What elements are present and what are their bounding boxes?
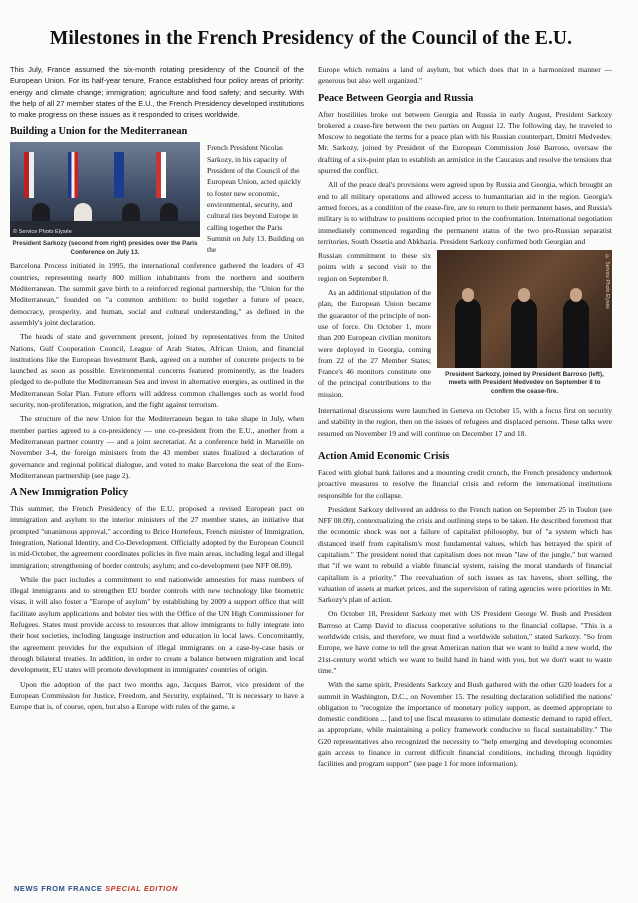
photo-caption: President Sarkozy, joined by President Barroso (left), meets with President Medvedev on September 8 to confirm the cease-fire. <box>445 371 604 395</box>
side-paragraph: French President Nicolas Sarkozy, in his capacity of President of the Council of the European Union, acted quickly to foster new economic, environmental, security, and cultural ties beyond Europe in calling together the Paris Summit on July 13. Building on the <box>207 143 304 255</box>
paragraph: Faced with global bank failures and a mounting credit crunch, the French presidency undertook proactive measures to resolve the financial crisis and reform the international institutions responsible for the collapse. <box>318 467 612 500</box>
flag-icon <box>24 152 34 198</box>
paragraph: International discussions were launched in Geneva on October 15, with a focus first on security and stability in the region, then on the issues of refugees and displaced persons. These talks were resumed on November 19 and will continue on December 17 and 18. <box>318 406 612 438</box>
intro-paragraph: This July, France assumed the six-month rotating presidency of the Council of the European Union. For its half-year tenure, France established four policy areas of priority: energy and climate change; immigration; agriculture and food safety; and security. With the help of all 27 member states of the E.U., the French Presidency developed institutions to make progress on these issues as it responded to crises worldwide. <box>10 65 304 120</box>
paragraph: All of the peace deal's provisions were agreed upon by Russia and Georgia, which brought an end to all military operations and allowed access to humanitarian aid in the region. Georgia's armed forces, as a condition of the cease-fire, are to return to their permanent bases, and Russia's military is to withdraw to positions occupied prior to the confrontation. International negotiation immediately commenced regarding the permanent status of the two pro-Russian separatist territories, South Ossetia and Abkhazia. President Sarkozy confirmed both Georgian and <box>318 180 612 246</box>
figure-row-1 <box>10 142 304 258</box>
publication-name: NEWS FROM FRANCE <box>14 884 103 893</box>
paragraph: While the pact includes a commitment to end nationwide amnesties for mass numbers of illegal immigrants and to strengthen EU border controls with new technology like biometric visas, it will also foster a "Europe of asylum" by establishing by 2009 a support office that will facilitate asylum applications and bolster ties with the Office of the UN High Commissioner for Refugees. States must provide access to resources that allow immigrants to fully integrate into their host societies, including language instruction and education in local laws. Concomitantly, the agreement provides for the expulsion of illegal immigrants on a case-by-case basis or through bilateral treaties. In addition, in order to create a balance between migration and local development, EU states will promote development in immigrants' countries of origin. <box>10 574 304 675</box>
left-column <box>10 64 304 773</box>
flag-icon <box>114 152 124 198</box>
edition-label: SPECIAL EDITION <box>105 884 179 893</box>
flag-icon <box>68 152 78 198</box>
person-head <box>462 288 474 302</box>
figure-side-text <box>318 250 431 403</box>
paragraph: Upon the adoption of the pact two months ago, Jacques Barrot, vice president of the European Commission for Justice, Freedom, and Security, explained, "It is necessary to have a Europe that is, of course, open, but also a Europe with rules of the game, a <box>10 679 304 712</box>
paragraph: The heads of state and government present, joined by representatives from the United Nations, Gulf Cooperation Council, League of Arab States, African Union, and financial institutions like the European Investment Bank, agreed on a number of concrete projects to be launched as soon as possible. Environmental concerns featured prominently, as the leaders pledged to de-pollute the Mediterranean Sea and invest in alternative energies, as outlined in the Mediterranean Solar Plan. Future efforts will address common challenges such as world food security, non-proliferation, migration, and the fight against terrorism. <box>10 332 304 410</box>
section-heading-mediterranean: Building a Union for the Mediterranean <box>10 126 188 138</box>
paragraph: The structure of the new Union for the Mediterranean began to take shape in July, when member parties agreed to a co-presidency — one co-president from the E.U., another from a Mediterranean partner country — and a joint secretariat. At a conference held in Marseille on November 3-4, the foreign ministers from the 43 member states finalized a declaration of governance and regional political dialogue, and voted to make Barcelona the seat of the Euro-Mediterranean partnership (see page 2). <box>10 414 304 480</box>
figure-1 <box>10 142 200 258</box>
person-silhouette <box>511 298 537 368</box>
paragraph: On October 18, President Sarkozy met with US President George W. Bush and President Barroso at Camp David to discuss cooperative solutions to the financial collapse. "This is a worldwide crisis, and therefore, we must find a worldwide solution," stated Sarkozy. "So from Europe, we have come to tell the great American nation that we want to build a new world, the 21st-century world which we want to build hand in hand with you, but we don't want to waste time." <box>318 609 612 675</box>
person-head <box>570 288 582 302</box>
summit-photo <box>10 142 200 237</box>
section-heading-economic: Action Amid Economic Crisis <box>318 450 450 462</box>
meeting-photo <box>437 250 612 368</box>
photo-credit: © Service Photo Elysée <box>604 254 610 310</box>
footer <box>14 884 178 893</box>
paragraph: As an additional stipulation of the plan, the European Union became the guarantor of the principle of non-use of force. On October 1, more than 200 European civilian monitors were deployed in Georgia, coming from 22 of the 27 Member States; France's 46 monitors constitute one of the principal contributions to the mission. <box>318 288 431 399</box>
figure-2 <box>437 250 612 403</box>
paragraph: With the same spirit, Presidents Sarkozy and Bush gathered with the other G20 leaders for a summit in Washington, D.C., on November 15. The resulting declaration solidified the nations' obligation to "recognize the importance of monetary policy support, as deemed appropriate to domestic conditions ... [and to] use fiscal measures to stimulate domestic demand to rapid effect, as appropriate, while maintaining a policy framework conducive to fiscal sustainability." The G20 representatives also recognized the necessity to "help emerging and developing economies gain access to finance in current difficult financial conditions, including through liquidity facilities and program support" (see page 1 for more information). <box>318 680 612 769</box>
columns <box>10 64 612 773</box>
flag-icon <box>156 152 166 198</box>
figure-row-2 <box>318 250 612 403</box>
paragraph: After hostilities broke out between Georgia and Russia in early August, President Sarkozy brokered a cease-fire between the two parties on August 12. The following day, he traveled to Moscow to negotiate the terms for a peace plan with his Russian counterpart, Dmitri Medvedev. Mr. Sarkozy, joined by President of the European Commission José Barroso, oversaw the drafting of a six-point plan to establish an armistice in the Caucasus and resolve the tensions that spurred the conflict. <box>318 109 612 176</box>
person-silhouette <box>563 298 589 368</box>
page-title: Milestones in the French Presidency of the Council of the E.U. <box>49 28 573 49</box>
person-silhouette <box>455 298 481 368</box>
section-heading-georgia: Peace Between Georgia and Russia <box>318 92 474 104</box>
section-heading-immigration: A New Immigration Policy <box>10 487 129 499</box>
paragraph: This summer, the French Presidency of the E.U. proposed a revised European pact on immigration and asylum to the interior ministers of the 27 member states, an initiative that prompted "unanimous approval," according to Brice Hortefeux, French minister of Immigration, Integration, National Identity, and Co-Development. Officially adopted by the European Council in mid-October, the agreement coordinates policies in five main areas, including legal and illegal immigration; strengthening of border controls; asylum; and co-development (see NFF 08.09). <box>10 504 304 570</box>
figure-side-text <box>207 142 304 258</box>
paragraph: Barcelona Process initiated in 1995, the international conference gathered the leaders of 43 countries, representing nearly 800 million inhabitants from the northern and southern Mediterranean. The summit gave birth to a reinforced regional partnership, the "Union for the Mediterranean," founded on "a common ambition: to build together a future of peace, democracy, prosperity, and human, social and cultural understanding," as defined in the assembly's joint declaration. <box>10 261 304 327</box>
photo-caption: President Sarkozy (second from right) presides over the Paris Conference on July 13. <box>12 240 198 256</box>
paragraph: Europe which remains a land of asylum, but which does that in a harmonized manner — generous but also well organized." <box>318 65 612 86</box>
person-head <box>518 288 530 302</box>
paragraph: Russian commitment to these six points with a second visit to the region on September 8. <box>318 251 431 283</box>
right-column <box>318 64 612 773</box>
paragraph: President Sarkozy delivered an address to the French nation on September 25 in Toulon (see NFF 08.09), contextualizing the crisis and outlining steps to be taken. He described foremost that the economic shock was not a failure of capitalist philosophy, but of "a system which has distanced itself from capitalism's most fundamental values, which has betrayed the spirit of capitalism." The president noted that capitalism does not mean "law of the jungle," but warned that "if we want to rebuild a viable financial system, raising the moral standards of financial capitalism is a priority." The reevaluation of such issues as tax havens, short selling, the valuation of assets at market prices, and the supervision of rating agencies were priorities in Mr. Sarkozy's plan of action. <box>318 504 612 605</box>
photo-credit: © Service Photo Elysée <box>13 229 72 236</box>
